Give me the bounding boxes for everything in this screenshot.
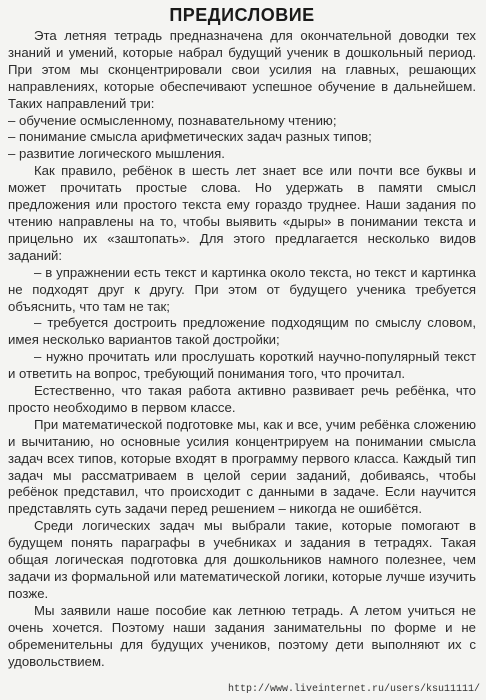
page-title: ПРЕДИСЛОВИЕ: [169, 5, 315, 25]
list-item-logic: – развитие логического мышления.: [8, 146, 225, 162]
paragraph-task-listen: – нужно прочитать или прослушать короткий научно-популярный текст и ответить на вопрос, требующий понимания того, что прочитал.: [8, 349, 476, 382]
paragraph-logic: Среди логических задач мы выбрали такие, которые помогают в будущем понять параграфы в учебниках и задания в тетрадях. Такая общая логическая подготовка для дошкольников намного полезнее, чем задачи из формальной или математической логики, которые лучше изучить позже.: [8, 518, 476, 601]
paragraph-task-complete: – требуется достроить предложение подходящим по смыслу словом, имея несколько вариантов такой достройки;: [8, 315, 476, 348]
paragraph-reading: Как правило, ребёнок в шесть лет знает все или почти все буквы и может прочитать простые слова. Но удержать в памяти смысл предложения или простого текста ему гораздо труднее. Наши задания по чтению направлены на то, чтобы выявить «дыры» в понимании текста и прицельно их «заштопать». Для этого предлагается несколько видов заданий:: [8, 163, 476, 263]
list-item-math: – понимание смысла арифметических задач разных типов;: [8, 129, 372, 145]
paragraph-speech: Естественно, что такая работа активно развивает речь ребёнка, что просто необходимо в первом классе.: [8, 383, 476, 415]
body-text: [8, 28, 476, 670]
paragraph-math: При математической подготовке мы, как и все, учим ребёнка сложению и вычитанию, но основные усилия концентрируем на понимании смысла задач всех типов, которые входят в программу первого класса. Каждый тип задач мы рассматриваем в целой серии заданий, добиваясь, чтобы ребёнок представил, что происходит с данными в задаче. Если научится представлять суть задачи перед решением – никогда не ошибётся.: [8, 416, 476, 517]
paragraph-intro: Эта летняя тетрадь предназначена для окончательной доводки тех знаний и умений, которые набрал будущий ученик в дошкольный период. При этом мы сконцентрировали свои усилия на главных, решающих направлениях, которые обеспечивают успешное обучение в дальнейшем. Таких направлений три:: [8, 28, 476, 111]
paragraph-summer: Мы заявили наше пособие как летнюю тетрадь. А летом учиться не очень хочется. Поэтому наши задания занимательны по форме и не обременительны для будущих учеников, поэтому дети выполняют их с удовольствием.: [8, 602, 476, 669]
watermark-url: http://www.liveinternet.ru/users/ksu11111/: [227, 684, 480, 695]
paragraph-task-picture: – в упражнении есть текст и картинка около текста, но текст и картинка не подходят друг к другу. При этом от будущего ученика требуется объяснить, что там не так;: [8, 264, 476, 314]
list-item-reading: – обучение осмысленному, познавательному чтению;: [8, 112, 337, 128]
